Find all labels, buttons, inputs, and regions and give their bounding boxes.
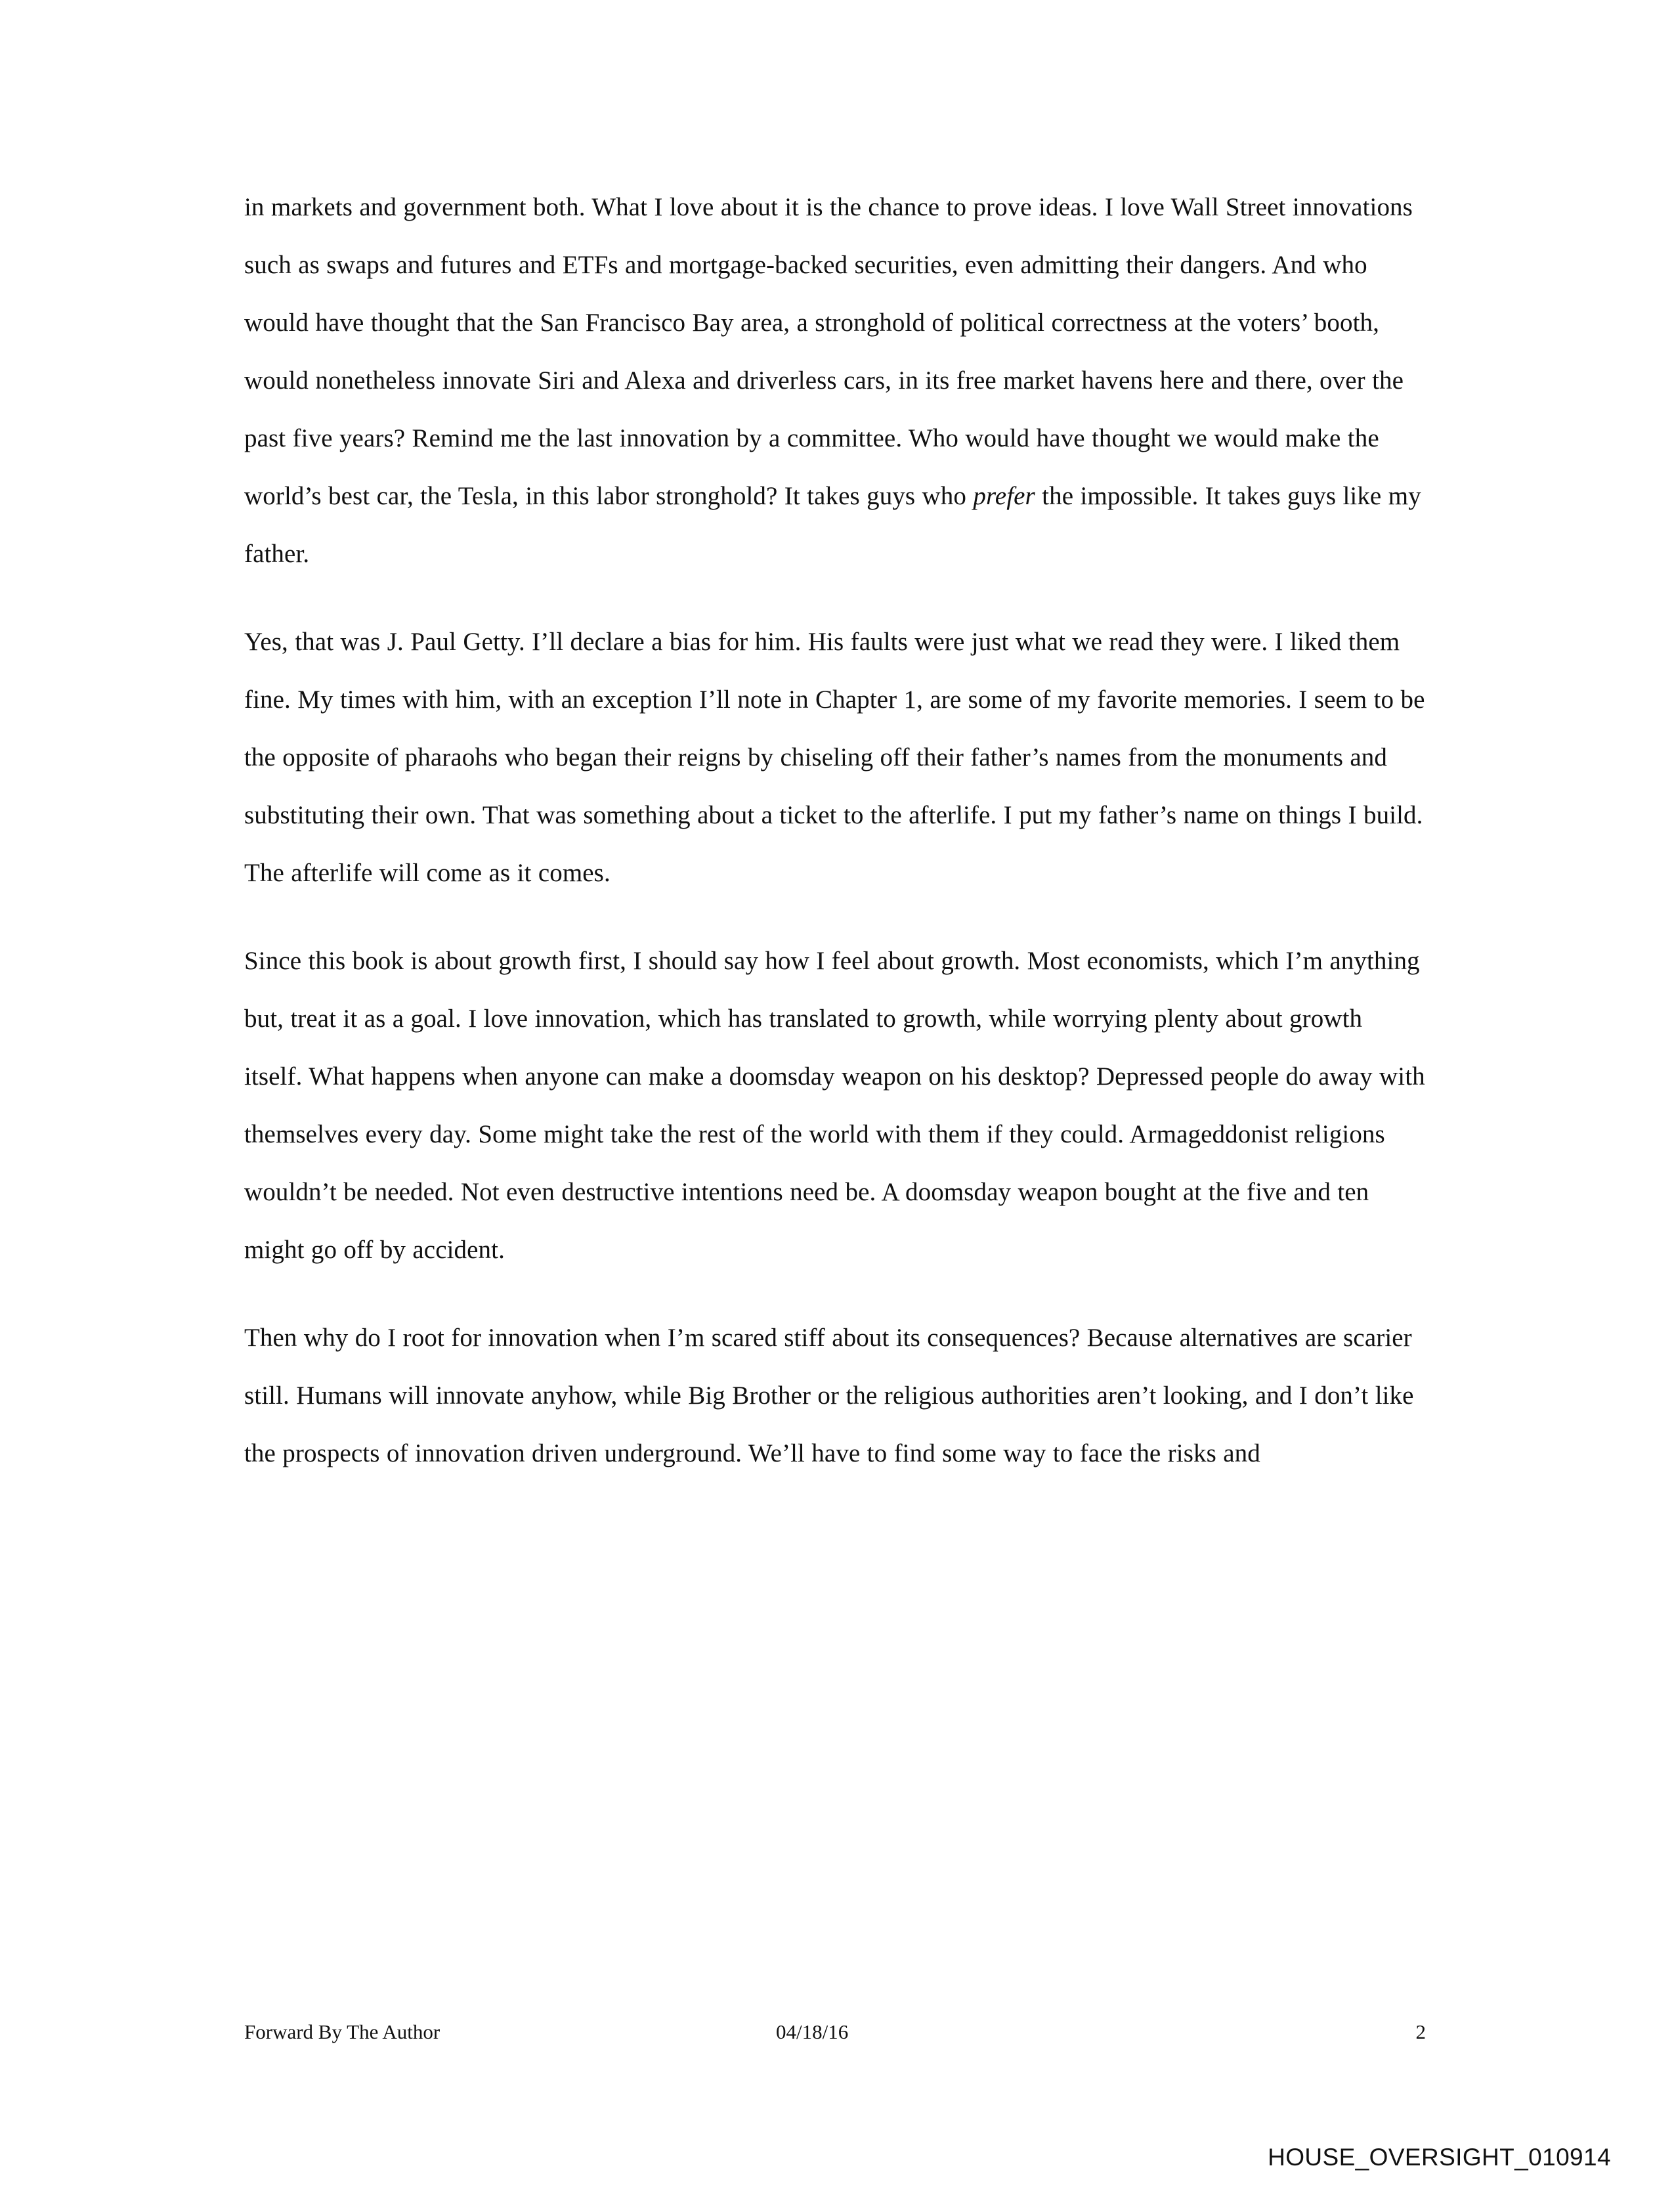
paragraph-4: Then why do I root for innovation when I’m scared stiff about its consequences? Because alternatives are scarier still. Humans will innovate anyhow, while Big Brother or the religious authorities aren’t looking, and I don’t like the prospects of innovation driven underground. We’ll have to find some way to face the risks and (244, 1324, 1414, 1467)
footer-left-text: Forward By The Author (244, 2020, 440, 2043)
paragraph-1 (244, 179, 1426, 583)
paragraph-1-tail: the impossible. It takes guys like my father. (244, 482, 1421, 568)
page-number: 2 (1415, 2020, 1426, 2043)
paragraph-3: Since this book is about growth first, I should say how I feel about growth. Most economists, which I’m anything but, treat it as a goal. I love innovation, which has translated to growth, while worrying plenty about growth itself. What happens when anyone can make a doomsday weapon on his desktop? Depressed people do away with themselves every day. Some might take the rest of the world with them if they could. Armageddonist religions wouldn’t be needed. Not even destructive intentions need be. A doomsday weapon bought at the five and ten might go off by accident. (244, 947, 1425, 1264)
page-footer (244, 2019, 1426, 2045)
footer-date: 04/18/16 (776, 2020, 849, 2043)
paragraph-1-emphasis: prefer (973, 482, 1035, 510)
bates-stamp: HOUSE_OVERSIGHT_010914 (1268, 2144, 1611, 2171)
paragraph-2: Yes, that was J. Paul Getty. I’ll declare a bias for him. His faults were just what we read they were. I liked them fine. My times with him, with an exception I’ll note in Chapter 1, are some of my favorite memories. I seem to be the opposite of pharaohs who began their reigns by chiseling off their father’s names from the monuments and substituting their own. That was something about a ticket to the afterlife. I put my father’s name on things I build. The afterlife will come as it comes. (244, 628, 1425, 887)
document-body (244, 179, 1426, 1483)
paragraph-1-text: in markets and government both. What I love about it is the chance to prove ideas. I love Wall Street innovations such as swaps and futures and ETFs and mortgage-backed securities, even admitting their dangers. And who would have thought that the San Francisco Bay area, a stronghold of political correctness at the voters’ booth, would nonetheless innovate Siri and Alexa and driverless cars, in its free market havens here and there, over the past five years? Remind me the last innovation by a committee. Who would have thought we would make the world’s best car, the Tesla, in this labor stronghold? It takes guys who (244, 193, 1413, 510)
